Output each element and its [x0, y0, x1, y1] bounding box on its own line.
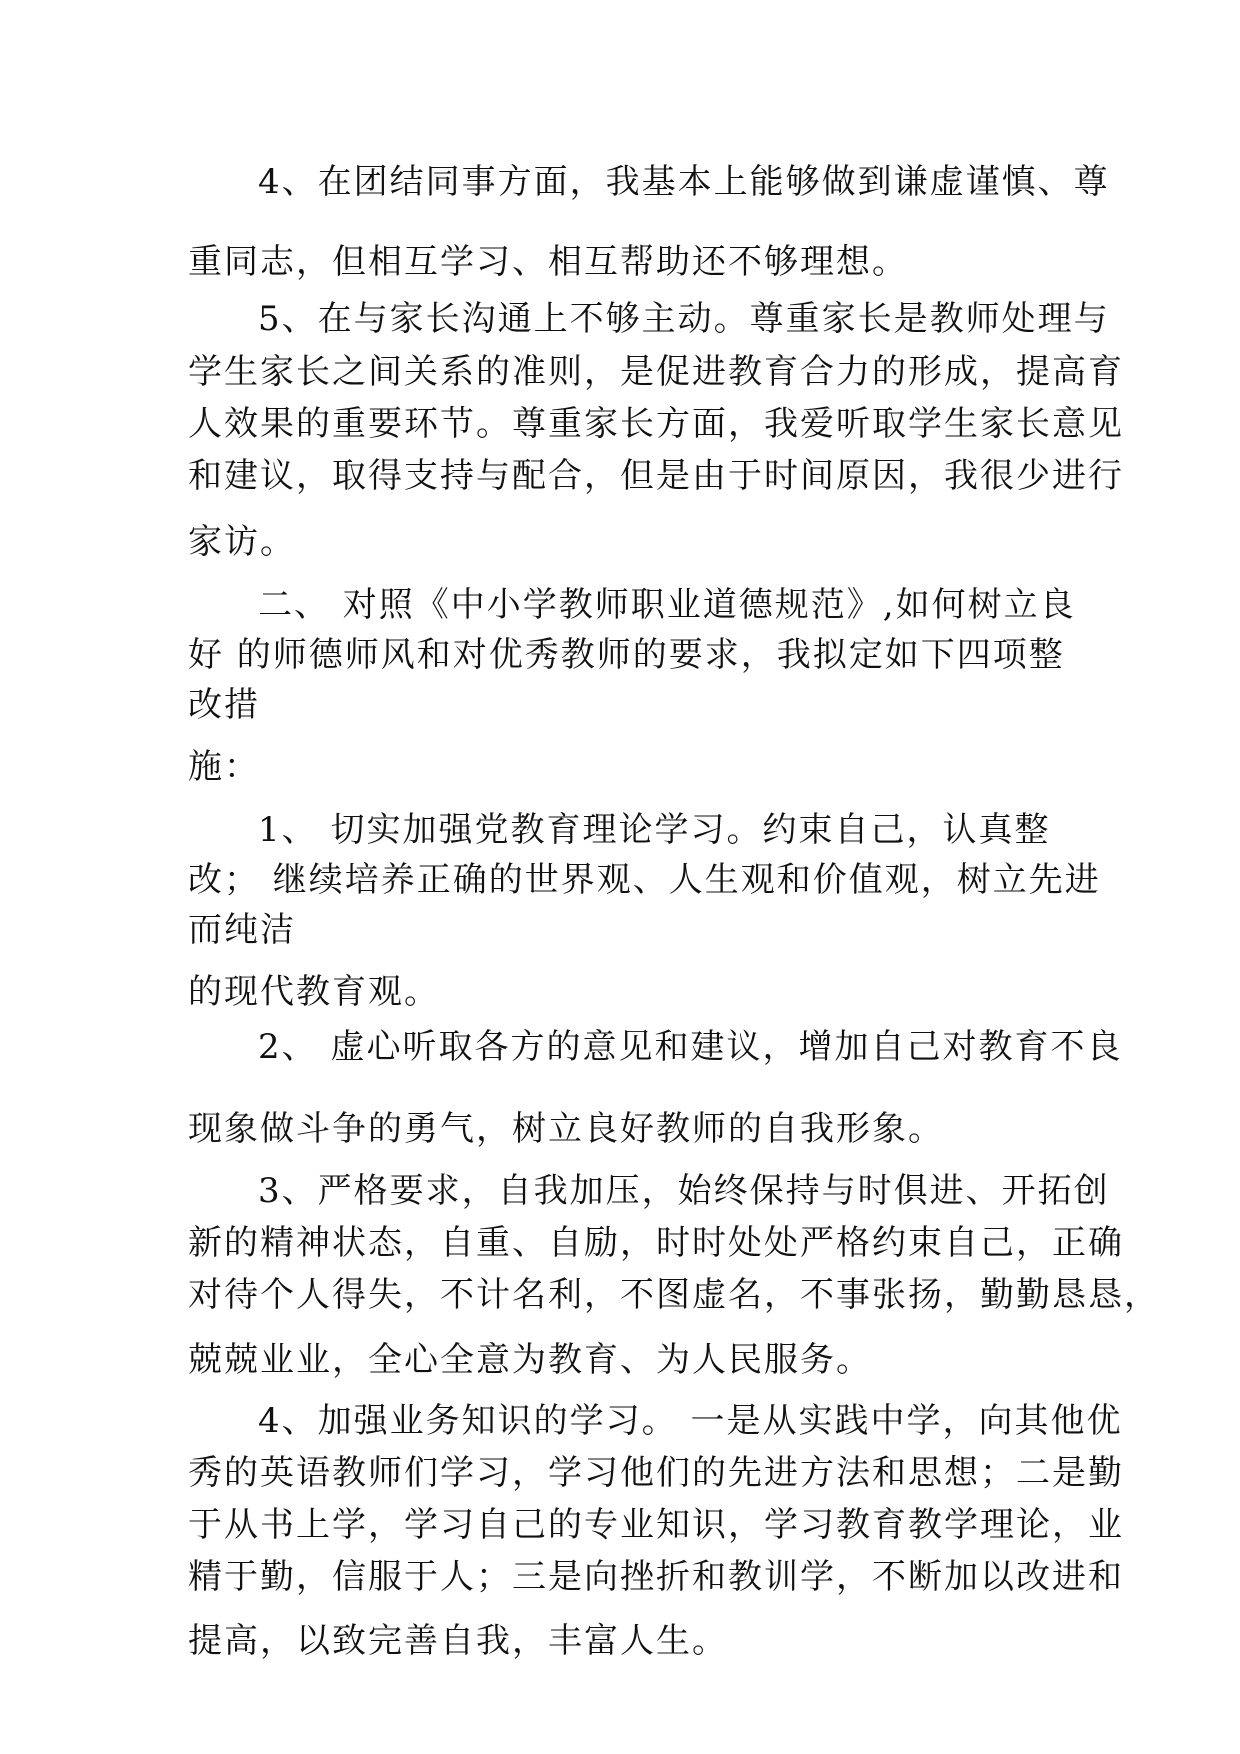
text-line: 5、在与家长沟通上不够主动。尊重家长是教师处理与 — [258, 299, 1110, 339]
text-line: 改措 — [188, 685, 260, 725]
text-line: 于从书上学，学习自己的专业知识，学习教育教学理论，业 — [188, 1505, 1124, 1545]
text-line: 好 的师德师风和对优秀教师的要求，我拟定如下四项整 — [188, 635, 1065, 675]
text-line: 二、 对照《中小学教师职业道德规范》,如何树立良 — [258, 585, 1076, 625]
text-line: 兢兢业业，全心全意为教育、为人民服务。 — [188, 1340, 872, 1380]
text-line: 提高，以致完善自我，丰富人生。 — [188, 1621, 728, 1661]
text-line: 家访。 — [188, 522, 296, 562]
text-line: 4、在团结同事方面，我基本上能够做到谦虚谨慎、尊 — [258, 162, 1110, 202]
text-line: 学生家长之间关系的准则，是促进教育合力的形成，提高育 — [188, 352, 1124, 392]
text-line: 1、 切实加强党教育理论学习。约束自己，认真整 — [258, 810, 1051, 850]
text-line: 重同志，但相互学习、相互帮助还不够理想。 — [188, 242, 908, 282]
text-line: 对待个人得失，不计名利，不图虚名，不事张扬，勤勤恳恳， — [188, 1275, 1160, 1315]
text-line: 和建议，取得支持与配合，但是由于时间原因，我很少进行 — [188, 456, 1124, 496]
text-line: 秀的英语教师们学习，学习他们的先进方法和思想；二是勤 — [188, 1453, 1124, 1493]
text-line: 的现代教育观。 — [188, 972, 440, 1012]
text-line: 4、加强业务知识的学习。 一是从实践中学，向其他优 — [258, 1401, 1123, 1441]
text-line: 现象做斗争的勇气，树立良好教师的自我形象。 — [188, 1109, 944, 1149]
text-line: 2、 虚心听取各方的意见和建议，增加自己对教育不良 — [258, 1027, 1123, 1067]
text-line: 而纯洁 — [188, 910, 296, 950]
text-line: 3、严格要求，自我加压，始终保持与时俱进、开拓创 — [258, 1171, 1110, 1211]
text-line: 改； 继续培养正确的世界观、人生观和价值观，树立先进 — [188, 860, 1101, 900]
text-line: 人效果的重要环节。尊重家长方面，我爱听取学生家长意见 — [188, 404, 1124, 444]
text-line: 精于勤，信服于人；三是向挫折和教训学，不断加以改进和 — [188, 1557, 1124, 1597]
text-line: 新的精神状态，自重、自励，时时处处严格约束自己，正确 — [188, 1223, 1124, 1263]
text-line: 施： — [188, 747, 260, 787]
